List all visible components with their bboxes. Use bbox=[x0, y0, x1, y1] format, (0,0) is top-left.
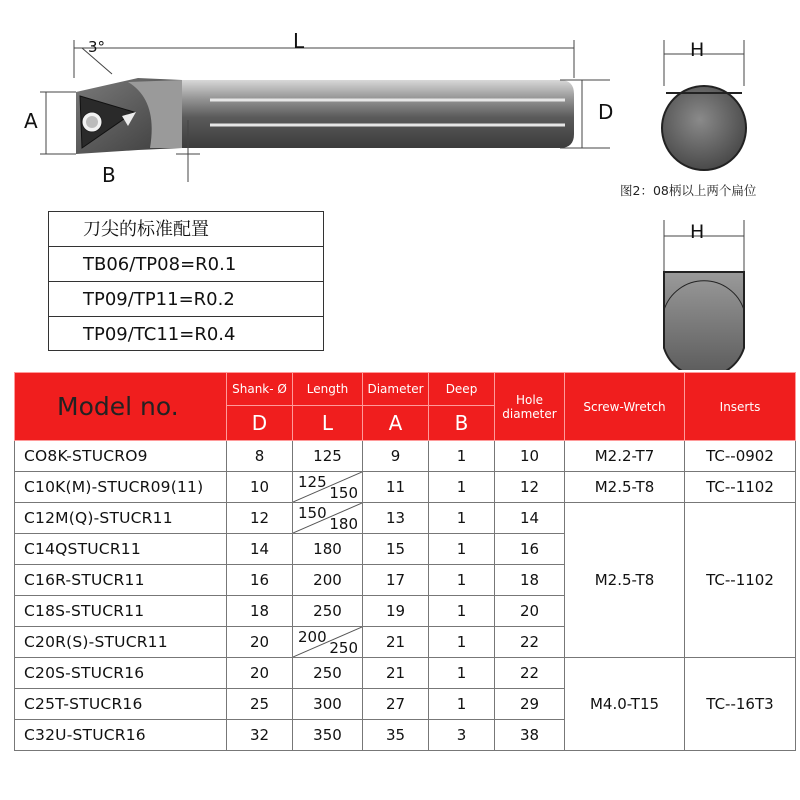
config-row: TP09/TP11=R0.2 bbox=[49, 282, 323, 317]
cell-hole: 22 bbox=[495, 627, 565, 658]
cell-hole: 20 bbox=[495, 596, 565, 627]
cell-a: 21 bbox=[363, 627, 429, 658]
tip-config-box bbox=[48, 211, 324, 351]
cell-b: 3 bbox=[429, 720, 495, 751]
cell-d: 12 bbox=[227, 503, 293, 534]
cell-a: 11 bbox=[363, 472, 429, 503]
cell-d: 14 bbox=[227, 534, 293, 565]
diagram-note: 图2：08柄以上两个扁位 bbox=[620, 183, 757, 198]
cell-screw: M2.5-T8 bbox=[565, 472, 685, 503]
cell-l: 125 bbox=[293, 441, 363, 472]
cell-model: C18S-STUCR11 bbox=[15, 596, 227, 627]
header-sym-b: B bbox=[429, 406, 495, 441]
label-a: A bbox=[24, 109, 38, 133]
cell-l-split: 150 180 bbox=[293, 503, 363, 534]
cell-model: C12M(Q)-STUCR11 bbox=[15, 503, 227, 534]
cell-model: C10K(M)-STUCR09(11) bbox=[15, 472, 227, 503]
cell-model: C16R-STUCR11 bbox=[15, 565, 227, 596]
config-row: TB06/TP08=R0.1 bbox=[49, 247, 323, 282]
cell-d: 20 bbox=[227, 658, 293, 689]
cell-screw: M2.5-T8 bbox=[565, 503, 685, 658]
cell-model: CO8K-STUCRO9 bbox=[15, 441, 227, 472]
cell-a: 15 bbox=[363, 534, 429, 565]
cell-hole: 29 bbox=[495, 689, 565, 720]
cell-hole: 16 bbox=[495, 534, 565, 565]
cell-b: 1 bbox=[429, 441, 495, 472]
cell-model: C14QSTUCR11 bbox=[15, 534, 227, 565]
cell-screw: M4.0-T15 bbox=[565, 658, 685, 751]
cell-l: 350 bbox=[293, 720, 363, 751]
cell-b: 1 bbox=[429, 596, 495, 627]
cell-hole: 14 bbox=[495, 503, 565, 534]
cell-screw: M2.2-T7 bbox=[565, 441, 685, 472]
label-b: B bbox=[102, 163, 116, 187]
tool-shank bbox=[210, 80, 574, 148]
header-hole-diameter: Hole diameter bbox=[495, 373, 565, 441]
flat-diagram-1 bbox=[640, 30, 770, 180]
config-title: 刀尖的标准配置 bbox=[49, 212, 323, 247]
label-d: D bbox=[598, 100, 614, 124]
cell-b: 1 bbox=[429, 534, 495, 565]
cell-l: 200 bbox=[293, 565, 363, 596]
cell-a: 27 bbox=[363, 689, 429, 720]
cell-model: C20R(S)-STUCR11 bbox=[15, 627, 227, 658]
cell-l-split: 200 250 bbox=[293, 627, 363, 658]
cell-model: C25T-STUCR16 bbox=[15, 689, 227, 720]
cell-insert: TC--1102 bbox=[685, 472, 796, 503]
header-diameter: Diameter bbox=[363, 373, 429, 406]
header-sym-a: A bbox=[363, 406, 429, 441]
cell-model: C20S-STUCR16 bbox=[15, 658, 227, 689]
insert-screw-inner bbox=[86, 116, 98, 128]
shank-section-1 bbox=[662, 86, 746, 170]
label-angle: 3° bbox=[88, 38, 106, 56]
cell-b: 1 bbox=[429, 689, 495, 720]
spec-table bbox=[14, 372, 796, 751]
tool-drawing bbox=[0, 0, 620, 200]
flat-diagram-2 bbox=[640, 210, 770, 370]
table-row bbox=[15, 441, 796, 472]
cell-a: 19 bbox=[363, 596, 429, 627]
cell-a: 13 bbox=[363, 503, 429, 534]
cell-insert: TC--0902 bbox=[685, 441, 796, 472]
header-deep: Deep bbox=[429, 373, 495, 406]
cell-insert: TC--1102 bbox=[685, 503, 796, 658]
cell-d: 20 bbox=[227, 627, 293, 658]
cell-hole: 12 bbox=[495, 472, 565, 503]
header-length: Length bbox=[293, 373, 363, 406]
header-sym-d: D bbox=[227, 406, 293, 441]
cell-hole: 38 bbox=[495, 720, 565, 751]
cell-d: 32 bbox=[227, 720, 293, 751]
cell-b: 1 bbox=[429, 472, 495, 503]
cell-d: 18 bbox=[227, 596, 293, 627]
cell-hole: 18 bbox=[495, 565, 565, 596]
label-l: L bbox=[293, 29, 305, 53]
cell-l: 250 bbox=[293, 596, 363, 627]
cell-l-split: 125 150 bbox=[293, 472, 363, 503]
cell-hole: 22 bbox=[495, 658, 565, 689]
header-sym-l: L bbox=[293, 406, 363, 441]
cell-b: 1 bbox=[429, 658, 495, 689]
cell-d: 10 bbox=[227, 472, 293, 503]
table-row bbox=[15, 658, 796, 689]
tool-collar bbox=[182, 80, 210, 148]
cell-l: 250 bbox=[293, 658, 363, 689]
cell-hole: 10 bbox=[495, 441, 565, 472]
config-row: TP09/TC11=R0.4 bbox=[83, 324, 236, 345]
table-row bbox=[15, 503, 796, 534]
cell-b: 1 bbox=[429, 503, 495, 534]
cell-l: 180 bbox=[293, 534, 363, 565]
label-h-1: H bbox=[690, 39, 705, 61]
header-model: Model no. bbox=[15, 373, 227, 441]
header-screw: Screw-Wretch bbox=[565, 373, 685, 441]
table-row bbox=[15, 472, 796, 503]
header-inserts: Inserts bbox=[685, 373, 796, 441]
cell-l: 300 bbox=[293, 689, 363, 720]
cell-a: 35 bbox=[363, 720, 429, 751]
cell-a: 9 bbox=[363, 441, 429, 472]
cell-model: C32U-STUCR16 bbox=[15, 720, 227, 751]
cell-a: 17 bbox=[363, 565, 429, 596]
cell-d: 8 bbox=[227, 441, 293, 472]
cell-insert: TC--16T3 bbox=[685, 658, 796, 751]
cell-b: 1 bbox=[429, 627, 495, 658]
cell-d: 16 bbox=[227, 565, 293, 596]
header-shank: Shank- Ø bbox=[227, 373, 293, 406]
cell-d: 25 bbox=[227, 689, 293, 720]
cell-b: 1 bbox=[429, 565, 495, 596]
shank-section-2 bbox=[664, 272, 744, 370]
label-h-2: H bbox=[690, 221, 705, 243]
cell-a: 21 bbox=[363, 658, 429, 689]
